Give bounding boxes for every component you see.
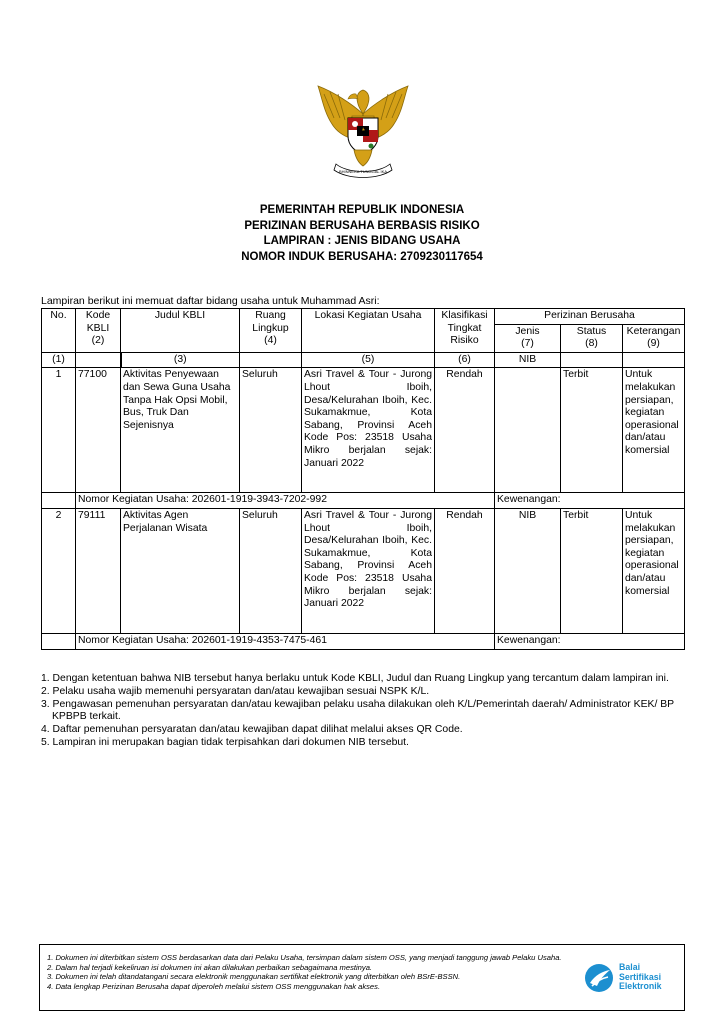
cell-nomor-kegiatan: Nomor Kegiatan Usaha: 202601-1919-3943-7202-992 [76, 493, 495, 509]
col-header-ruang: Ruang Lingkup (4) [240, 309, 302, 353]
cell-ruang: Seluruh [240, 368, 302, 493]
note-item: 5. Lampiran ini merupakan bagian tidak terpisahkan dari dokumen NIB tersebut. [41, 736, 409, 748]
cell-ruang: Seluruh [240, 508, 302, 633]
col-number [76, 352, 121, 368]
notes-list [41, 673, 691, 750]
col-number: (1) [42, 352, 76, 368]
bsre-logo-text: Balai Sertifikasi Elektronik [619, 962, 662, 992]
note-item: 2. Pelaku usaha wajib memenuhi persyaratan dan/atau kewajiban sesuai NSPK K/L. [41, 685, 430, 697]
header-line-2: PERIZINAN BERUSAHA BERBASIS RISIKO [244, 219, 480, 232]
cell-risiko: Rendah [435, 368, 495, 493]
cell-jenis [495, 368, 561, 493]
cell-judul: Aktivitas Penyewaan dan Sewa Guna Usaha Tanpa Hak Opsi Mobil, Bus, Truk Dan Sejenisnya [121, 368, 240, 493]
footer-item: 1. Dokumen ini diterbitkan sistem OSS berdasarkan data dari Pelaku Usaha, tersimpan dalam sistem OSS, yang menjadi tanggung jawab Pelaku Usaha. [47, 953, 562, 962]
header-line-1: PEMERINTAH REPUBLIK INDONESIA [259, 204, 465, 216]
cell-keterangan: Untuk melakukan persiapan, kegiatan operasional dan/atau komersial [623, 508, 685, 633]
cell-lokasi: Asri Travel & Tour - Jurong Lhout Iboih, Desa/Kelurahan Iboih, Kec. Sukamakmue, Kota Sabang, Provinsi Aceh Kode Pos: 23518 Usaha Mikro berjalan sejak: Januari 2022 [302, 368, 435, 493]
footer-item: 3. Dokumen ini telah ditandatangani secara elektronik menggunakan sertifikat elektronik yang diterbitkan oleh BSrE-BSSN. [47, 972, 461, 981]
col-header-perizinan: Perizinan Berusaha [495, 309, 685, 325]
note-item: 3. Pengawasan pemenuhan persyaratan dan/atau kewajiban pelaku usaha dilakukan oleh K/L/Pemerintah daerah/ Administrator KEK/ BP KPBPB terkait. [41, 698, 674, 723]
cell-blank [42, 493, 76, 509]
col-header-no: No. [42, 309, 76, 353]
table-row [42, 508, 685, 633]
table-row-kegiatan [42, 633, 685, 649]
cell-status: Terbit [561, 368, 623, 493]
col-header-status: Status (8) [561, 324, 623, 352]
cell-kewenangan: Kewenangan: [495, 493, 685, 509]
col-number [623, 352, 685, 368]
cell-judul: Aktivitas Agen Perjalanan Wisata [121, 508, 240, 633]
footer-disclaimer-box [39, 944, 685, 1011]
note-item: 1. Dengan ketentuan bahwa NIB tersebut hanya berlaku untuk Kode KBLI, Judul dan Ruang Lingkup yang tercantum dalam lampiran ini. [41, 673, 669, 684]
column-number-row [42, 352, 685, 368]
col-number [240, 352, 302, 368]
table-row-kegiatan [42, 493, 685, 509]
col-number: (3) [121, 352, 240, 368]
footer-item: 4. Data lengkap Perizinan Berusaha dapat diperoleh melalui sistem OSS menggunakan hak akses. [47, 981, 381, 991]
col-header-judul: Judul KBLI [121, 309, 240, 353]
col-header-klasifikasi: Klasifikasi Tingkat Risiko [435, 309, 495, 353]
cell-kewenangan: Kewenangan: [495, 633, 685, 649]
header-line-3: LAMPIRAN : JENIS BIDANG USAHA [263, 235, 461, 247]
col-header-keterangan: Keterangan (9) [623, 324, 685, 352]
col-number [561, 352, 623, 368]
cell-no: 2 [42, 508, 76, 633]
col-header-lokasi: Lokasi Kegiatan Usaha [302, 309, 435, 353]
intro-text: Lampiran berikut ini memuat daftar bidang usaha untuk Muhammad Asri: [41, 295, 380, 307]
table-header-row [42, 309, 685, 325]
col-number: (6) [435, 352, 495, 368]
col-header-kode: Kode KBLI (2) [76, 309, 121, 353]
cell-risiko: Rendah [435, 508, 495, 633]
bsre-logo [583, 961, 683, 997]
col-header-jenis: Jenis (7) [495, 324, 561, 352]
cell-no: 1 [42, 368, 76, 493]
cell-jenis: NIB [495, 508, 561, 633]
cell-status: Terbit [561, 508, 623, 633]
note-item: 4. Daftar pemenuhan persyaratan dan/atau kewajiban dapat dilihat melalui akses QR Code. [41, 724, 463, 736]
col-number: NIB [495, 352, 561, 368]
header-line-4: NOMOR INDUK BERUSAHA: 2709230117654 [241, 250, 483, 263]
col-number: (5) [302, 352, 435, 368]
footer-item: 2. Dalam hal terjadi kekeliruan isi dokumen ini akan dilakukan perbaikan sebagaimana mestinya. [47, 962, 373, 972]
footer-text [47, 953, 595, 991]
cell-nomor-kegiatan: Nomor Kegiatan Usaha: 202601-1919-4353-7475-461 [76, 633, 495, 649]
bsre-logo-icon [583, 961, 615, 995]
cell-kode: 79111 [76, 508, 121, 633]
business-field-table [41, 308, 685, 650]
document-header [0, 203, 724, 265]
table-row [42, 368, 685, 493]
svg-text:BHINNEKA TUNGGAL IKA: BHINNEKA TUNGGAL IKA [338, 169, 388, 174]
cell-lokasi: Asri Travel & Tour - Jurong Lhout Iboih, Desa/Kelurahan Iboih, Kec. Sukamakmue, Kota Sabang, Provinsi Aceh Kode Pos: 23518 Usaha Mikro berjalan sejak: Januari 2022 [302, 508, 435, 633]
cell-blank [42, 633, 76, 649]
cell-keterangan: Untuk melakukan persiapan, kegiatan operasional dan/atau komersial [623, 368, 685, 493]
garuda-emblem-icon [312, 84, 414, 184]
cell-kode: 77100 [76, 368, 121, 493]
